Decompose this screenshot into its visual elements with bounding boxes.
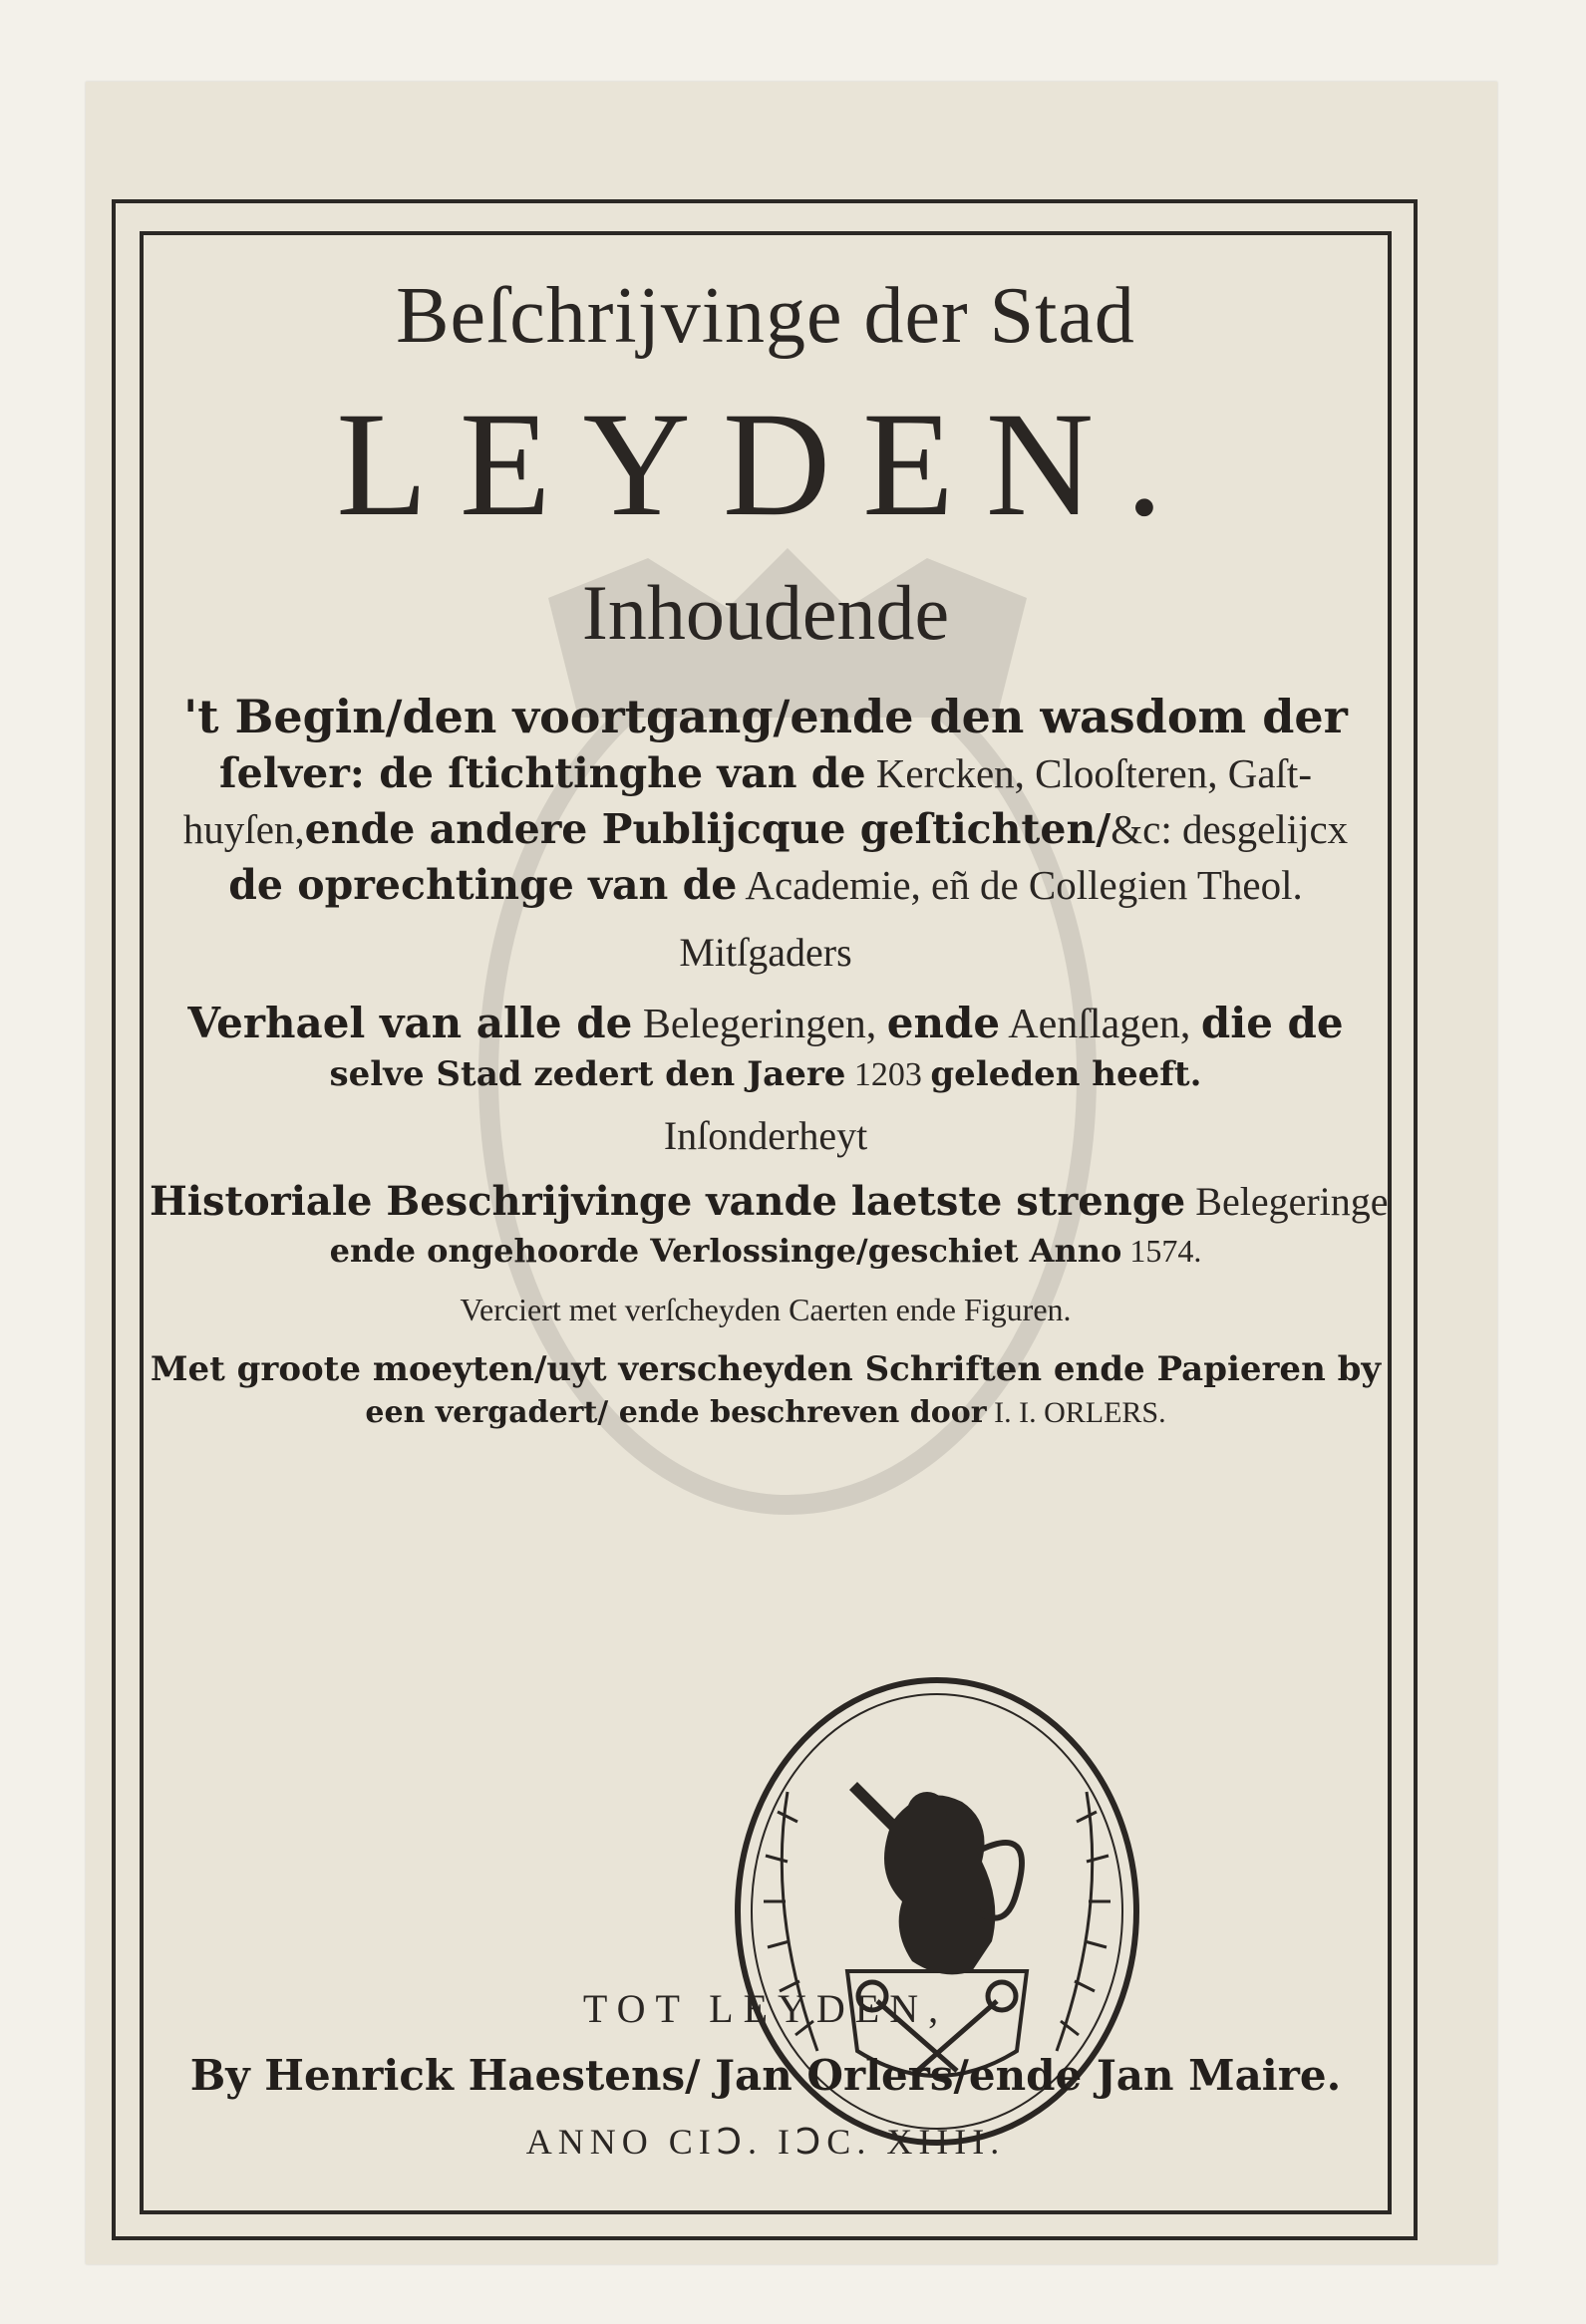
met-2b-author: I. I. ORLERS. [986,1396,1166,1429]
contents-line-2 [150,749,1382,797]
verhael-c: ende [886,999,1001,1047]
contents-line-4-roman: Academie, eñ de Collegien Theol. [737,862,1303,908]
historiale-1b: Belegeringe [1185,1179,1389,1224]
title-page [150,239,1389,2207]
imprint-printers: By Henrick Haestens/ Jan Orlers/ende Jan Maire. [189,2051,1342,2100]
verhael-2b: 1203 [845,1056,931,1093]
historiale-line-1 [150,1178,1389,1225]
verhael-b: Belegeringen, [632,1002,887,1047]
verhael-line-1 [150,999,1382,1048]
imprint-year: ANNO CIↃ. IↃC. XIIII. [525,2122,1006,2162]
contents-line-3-roman-a: huyſen, [182,806,305,852]
verhael-e: die de [1200,999,1344,1047]
insonderheyt: Inſonderheyt [663,1113,868,1158]
title-line-1: Beſchrijvinge der Stad [396,272,1135,360]
met-2a: een vergadert/ ende beschreven door [365,1395,987,1430]
title-leyden: LEYDEN. [336,382,1195,547]
verhael-line-2 [150,1054,1382,1094]
contents-line-2-blackletter: ſelver: de ſtichtinghe van de [219,749,866,797]
mitsgaders: Mitſgaders [679,930,852,975]
verhael-2c: geleden heeft. [930,1054,1202,1094]
title-inhoudende: Inhoudende [581,569,950,656]
historiale-2a: ende ongehoorde Verlossinge/geschiet Anno [329,1232,1122,1270]
contents-line-3-blackletter: ende andere Publijcque geſtichten/ [304,805,1111,853]
contents-line-4 [150,861,1382,909]
contents-line-3-roman-b: &c: desgelijcx [1110,806,1349,852]
verhael-a: Verhael van alle de [187,999,633,1047]
imprint-city: TOT LEYDEN, [582,1986,949,2031]
contents-line-4-blackletter: de oprechtinge van de [228,861,738,909]
historiale-line-2 [150,1232,1382,1270]
contents-line-2-roman: Kercken, Clooſteren, Gaſt- [865,750,1312,796]
contents-line-3 [150,805,1382,853]
historiale-2b: 1574. [1121,1233,1202,1269]
verhael-d: Aenſlagen, [1000,1002,1201,1047]
verciert: Verciert met verſcheyden Caerten ende Figuren. [460,1292,1072,1327]
contents-line-1: 't Begin/den voortgang/ende den wasdom der [183,690,1348,743]
verhael-2a: selve Stad zedert den Jaere [329,1054,846,1094]
met-line-2 [150,1395,1382,1430]
met-line-1: Met groote moeyten/uyt verscheyden Schriften ende Papieren by [150,1349,1382,1389]
historiale-1a: Historiale Beschrijvinge vande laetste strenge [150,1178,1186,1225]
